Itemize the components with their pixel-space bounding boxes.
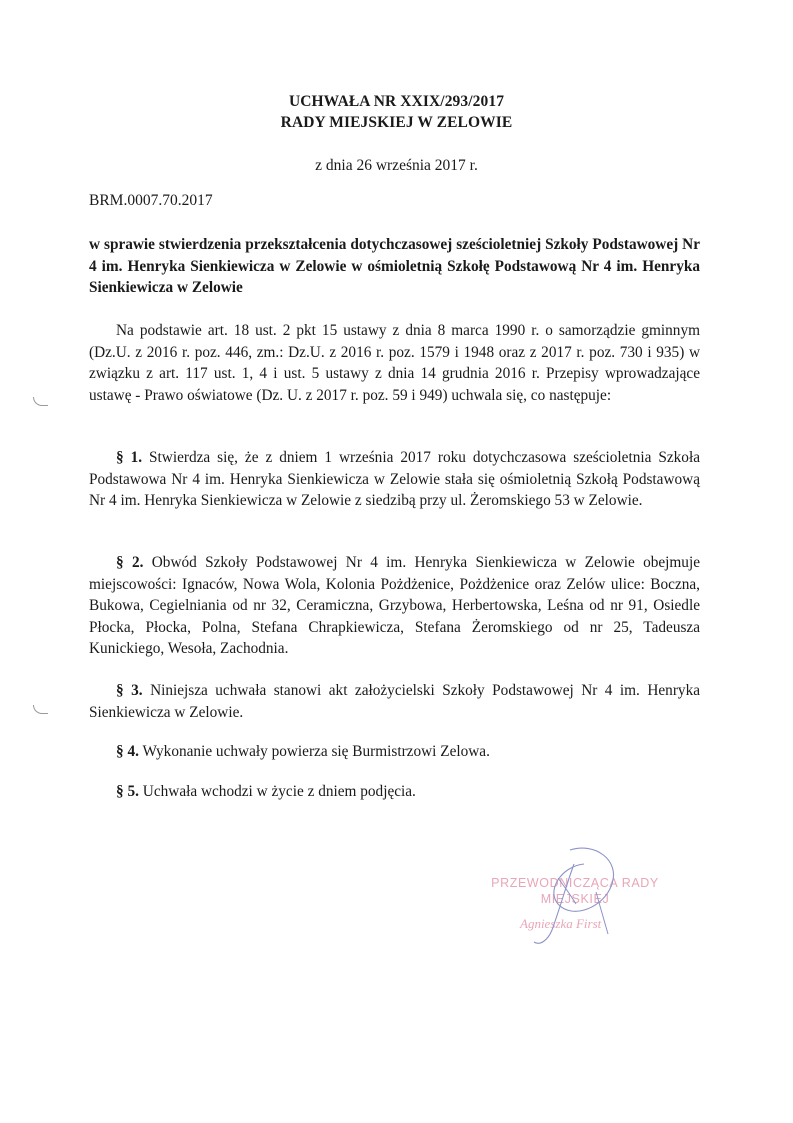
paragraph-text: Obwód Szkoły Podstawowej Nr 4 im. Henryka Sienkiewicza w Zelowie obejmuje miejscowości: Ignaców, Nowa Wola, Kolonia Pożdżenice, Pożdżenice oraz Zelów ulice: Boczna, Bukowa, Cegielniania od nr 32, Ceramiczna, Grzybowa, Herbertowska, Leśna od nr 91, Osiedle Płocka, Płocka, Polna, Stefana Chrapkiewicza, Stefana Żeromskiego od nr 25, Tadeusza Kunickiego, Wesoła, Zachodnia. (89, 554, 700, 658)
resolution-subject: w sprawie stwierdzenia przekształcenia dotychczasowej sześcioletniej Szkoły Podstawowej Nr 4 im. Henryka Sienkiewicza w Zelowie w ośmioletnią Szkołę Podstawową Nr 4 im. Henryka Sienkiewicza w Zelowie (89, 236, 700, 297)
handwritten-signature (500, 842, 640, 952)
scan-margin-mark (33, 705, 48, 714)
paragraph-4 (89, 741, 700, 763)
stamp-subtitle: MIEJSKIEJ (540, 892, 610, 906)
paragraph-text: Niniejsza uchwała stanowi akt założycielski Szkoły Podstawowej Nr 4 im. Henryka Sienkiewicza w Zelowie. (89, 682, 701, 721)
paragraph-text: Uchwała wchodzi w życie z dniem podjęcia. (142, 783, 416, 800)
resolution-date: z dnia 26 września 2017 r. (315, 157, 478, 174)
paragraph-text: Stwierdza się, że z dniem 1 września 2017 roku dotychczasowa sześcioletnia Szkoła Podstawowa Nr 4 im. Henryka Sienkiewicza w Zelowie stała się ośmioletnią Szkołą Podstawową Nr 4 im. Henryka Sienkiewicza w Zelowie z siedzibą przy ul. Żeromskiego 53 w Zelowie. (89, 449, 700, 510)
paragraph-label: § 1. (116, 449, 143, 466)
paragraph-label: § 4. (116, 743, 139, 760)
paragraph-1 (89, 447, 700, 512)
scan-margin-mark (33, 397, 48, 406)
paragraph-3 (89, 680, 700, 723)
paragraph-label: § 2. (116, 554, 144, 571)
stamp-title: PRZEWODNICZĄCA RADY (491, 876, 659, 890)
paragraph-label: § 3. (116, 682, 143, 699)
paragraph-5 (89, 781, 700, 803)
paragraph-label: § 5. (116, 783, 139, 800)
council-name: RADY MIEJSKIEJ W ZELOWIE (280, 114, 513, 131)
paragraph-2 (89, 552, 700, 660)
paragraph-text: Wykonanie uchwały powierza się Burmistrzowi Zelowa. (142, 743, 490, 760)
resolution-title: UCHWAŁA NR XXIX/293/2017 (288, 93, 505, 110)
reference-number: BRM.0007.70.2017 (89, 192, 213, 209)
legal-basis: Na podstawie art. 18 ust. 2 pkt 15 ustawy z dnia 8 marca 1990 r. o samorządzie gminnym (Dz.U. z 2016 r. poz. 446, zm.: Dz.U. z 2016 r. poz. 1579 i 1948 oraz z 2017 r. poz. 730 i 935) w związku z art. 117 ust. 1, 4 i ust. 5 ustawy z dnia 14 grudnia 2016 r. Przepisy wprowadzające ustawę - Prawo oświatowe (Dz. U. z 2017 r. poz. 59 i 949) uchwala się, co następuje: (89, 322, 700, 404)
stamp-name: Agnieszka First (520, 916, 602, 931)
